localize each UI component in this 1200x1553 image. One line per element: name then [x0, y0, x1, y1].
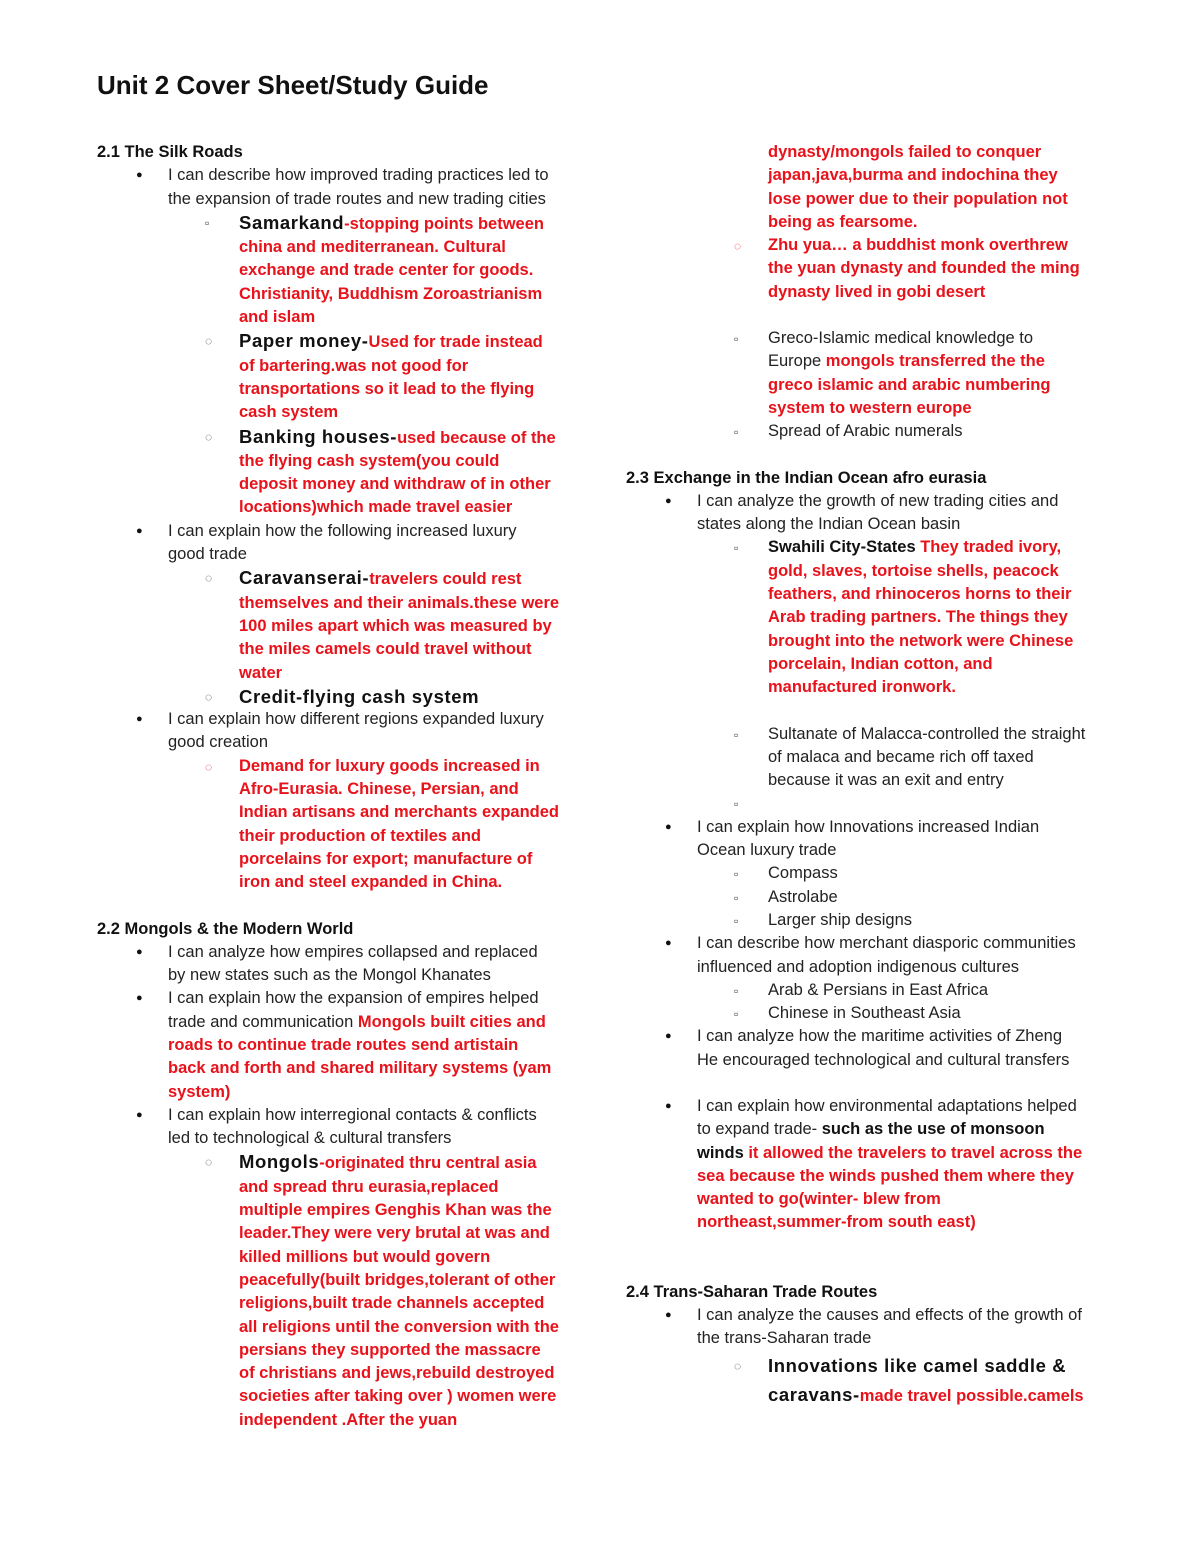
answer-text: of bartering.was not good for	[239, 356, 469, 375]
right-column	[626, 141, 1126, 1411]
objective-item: ● I can explain how the expansion of empires helped	[97, 987, 597, 1010]
answer-text: being as fearsome.	[768, 212, 918, 231]
sub-item-zhu-yuan: ◌ Zhu yua… a buddhist monk overthrew	[626, 234, 1126, 257]
answer-text: killed millions but would govern	[239, 1247, 491, 1266]
objective-item: ● I can explain how Innovations increased Indian	[626, 816, 1126, 839]
objective-item: ● I can explain how different regions expanded luxury	[97, 708, 597, 731]
bullet-icon: ●	[665, 494, 672, 507]
objective-item-cont: states along the Indian Ocean basin	[697, 515, 961, 534]
answer-text: roads to continue trade routes send artistain	[168, 1035, 519, 1054]
circle-bullet-icon: ◌	[205, 689, 213, 704]
sub-item-arabic-numerals: ▫ Spread of Arabic numerals	[626, 420, 1126, 443]
answer-text: and spread thru eurasia,replaced	[239, 1177, 499, 1196]
answer-text: japan,java,burma and indochina they	[768, 166, 1058, 185]
answer-text: the flying cash system(you could	[239, 451, 500, 470]
objective-item-cont: good trade	[168, 545, 247, 564]
sub-item-ships: ▫ Larger ship designs	[626, 909, 1126, 932]
answer-text: Arab trading partners. The things they	[768, 608, 1068, 627]
answer-text: of christians and jews,rebuild destroyed	[239, 1364, 555, 1383]
answer-text: system to western europe	[768, 398, 972, 417]
sub-item-empty	[626, 792, 1126, 815]
answer-text: sea because the winds pushed them where they	[697, 1166, 1074, 1185]
answer-text: manufactured ironwork.	[768, 678, 956, 697]
sub-item-innovations: ◌ Innovations like camel saddle &	[626, 1351, 1126, 1380]
sub-item-arab-persians: ▫ Arab & Persians in East Africa	[626, 979, 1126, 1002]
answer-text: of malaca and became rich off taxed	[768, 747, 1034, 766]
sub-item-chinese: ▫ Chinese in Southeast Asia	[626, 1002, 1126, 1025]
sub-item-banking-houses: ◌ Banking houses-used because of the	[97, 425, 597, 450]
objective-item-cont: trade and communication Mongols built cities and	[168, 1012, 546, 1031]
answer-text: back and forth and shared military systems (yam	[168, 1059, 552, 1078]
answer-text: all religions until the conversion with the	[239, 1317, 559, 1336]
sub-item-paper-money: ◌ Paper money-Used for trade instead	[97, 329, 597, 354]
objective-item: ● I can explain how interregional contacts & conflicts	[97, 1104, 597, 1127]
objective-item-cont: the trans-Saharan trade	[697, 1329, 872, 1348]
answer-text: exchange and trade center for goods.	[239, 261, 534, 280]
answer-text: themselves and their animals.these were	[239, 593, 560, 612]
answer-text: independent .After the yuan	[239, 1410, 458, 1429]
answer-text: china and mediterranean. Cultural	[239, 238, 506, 257]
answer-text: deposit money and withdraw of in other	[239, 475, 551, 494]
objective-item-cont: the expansion of trade routes and new trading cities	[168, 189, 546, 208]
bullet-icon: ●	[136, 1108, 143, 1121]
answer-text: cash system	[239, 403, 339, 422]
objective-item-cont: Ocean luxury trade	[697, 841, 837, 860]
sub-item-greco-islamic: ▫ Greco-Islamic medical knowledge to	[626, 327, 1126, 350]
objective-item: ● I can analyze the causes and effects of the growth of	[626, 1304, 1126, 1327]
bullet-icon: ●	[665, 1309, 672, 1322]
circle-bullet-icon: ◌	[205, 571, 213, 586]
square-bullet-icon: ▫	[734, 867, 739, 882]
circle-bullet-icon: ◌	[205, 1155, 213, 1170]
sub-item-credit: ◌ Credit-flying cash system	[97, 685, 597, 708]
sub-item-astrolabe: ▫ Astrolabe	[626, 886, 1126, 909]
answer-text: water	[239, 663, 283, 682]
square-bullet-icon: ▫	[734, 332, 739, 347]
objective-item: ● I can analyze how the maritime activities of Zheng	[626, 1025, 1126, 1048]
sub-item-demand: ◌ Demand for luxury goods increased in	[97, 755, 597, 778]
objective-item: ● I can explain how environmental adaptations helped	[626, 1095, 1126, 1118]
section-heading-2-2: 2.2 Mongols & the Modern World	[97, 919, 354, 938]
sub-item-caravanserai: ◌ Caravanserai-travelers could rest	[97, 566, 597, 591]
answer-text: religions,built trade channels accepted	[239, 1294, 545, 1313]
circle-bullet-icon: ◌	[205, 759, 213, 774]
bullet-icon: ●	[136, 945, 143, 958]
answer-text: feathers, and rhinoceros horns to their	[768, 585, 1072, 604]
answer-text: porcelains for export; manufacture of	[239, 849, 533, 868]
answer-text: Christianity, Buddhism Zoroastrianism	[239, 284, 543, 303]
answer-text: Afro-Eurasia. Chinese, Persian, and	[239, 780, 519, 799]
answer-text: wanted to go(winter- blew from	[697, 1190, 941, 1209]
square-bullet-icon: ▫	[734, 890, 739, 905]
square-bullet-icon: ▫	[205, 215, 210, 230]
sub-item-malacca: ▫ Sultanate of Malacca-controlled the straight	[626, 723, 1126, 746]
circle-bullet-icon: ◌	[734, 239, 742, 254]
objective-item: ● I can describe how improved trading practices led to	[97, 164, 597, 187]
answer-text: their production of textiles and	[239, 826, 482, 845]
sub-item-swahili: ▫ Swahili City-States They traded ivory,	[626, 536, 1126, 559]
answer-text: gold, slaves, tortoise shells, peacock	[768, 561, 1059, 580]
answer-text: caravans-made travel possible.camels	[768, 1383, 1084, 1405]
answer-text: the yuan dynasty and founded the ming	[768, 259, 1080, 278]
section-heading-2-3: 2.3 Exchange in the Indian Ocean afro eurasia	[626, 468, 987, 487]
answer-text: because it was an exit and entry	[768, 771, 1004, 790]
answer-text: winds it allowed the travelers to travel across the	[697, 1143, 1083, 1162]
answer-text: brought into the network were Chinese	[768, 631, 1074, 650]
bullet-icon: ●	[136, 524, 143, 537]
answer-text: locations)which made travel easier	[239, 498, 513, 517]
answer-text: northeast,summer-from south east)	[697, 1213, 976, 1232]
answer-text: 100 miles apart which was measured by	[239, 616, 552, 635]
objective-item-cont: He encouraged technological and cultural transfers	[697, 1050, 1070, 1069]
answer-text: the miles camels could travel without	[239, 640, 532, 659]
square-bullet-icon: ▫	[734, 425, 739, 440]
section-heading-2-4: 2.4 Trans-Saharan Trade Routes	[626, 1282, 878, 1301]
answer-text: Indian artisans and merchants expanded	[239, 803, 560, 822]
answer-text: porcelain, Indian cotton, and	[768, 654, 993, 673]
answer-text: persians they supported the massacre	[239, 1340, 541, 1359]
answer-text: iron and steel expanded in China.	[239, 873, 503, 892]
answer-text: dynasty/mongols failed to conquer	[768, 143, 1042, 161]
answer-text: societies after taking over ) women were	[239, 1387, 557, 1406]
answer-text: lose power due to their population not	[768, 189, 1068, 208]
objective-item-cont: to expand trade- such as the use of monsoon	[697, 1120, 1045, 1139]
bullet-icon: ●	[665, 1099, 672, 1112]
answer-text: multiple empires Genghis Khan was the	[239, 1201, 552, 1220]
objective-item: ● I can describe how merchant diasporic communities	[626, 932, 1126, 955]
objective-item-cont: led to technological & cultural transfers	[168, 1129, 452, 1148]
bullet-icon: ●	[665, 1030, 672, 1043]
square-bullet-icon: ▫	[734, 727, 739, 742]
sub-item-samarkand: ▫ Samarkand-stopping points between	[97, 211, 597, 236]
objective-item-cont: influenced and adoption indigenous cultures	[697, 957, 1019, 976]
answer-text: Europe mongols transferred the the	[768, 352, 1045, 371]
section-heading-2-1: 2.1 The Silk Roads	[97, 143, 243, 161]
answer-text: leader.They were very brutal at was and	[239, 1224, 550, 1243]
answer-text: system)	[168, 1082, 231, 1101]
answer-text: greco islamic and arabic numbering	[768, 375, 1051, 394]
square-bullet-icon: ▫	[734, 983, 739, 998]
square-bullet-icon: ▫	[734, 1007, 739, 1022]
bullet-icon: ●	[665, 820, 672, 833]
objective-item: ● I can analyze the growth of new trading cities and	[626, 490, 1126, 513]
circle-bullet-icon: ◌	[205, 334, 213, 349]
left-column	[97, 141, 597, 1432]
objective-item-cont: good creation	[168, 733, 268, 752]
bullet-icon: ●	[665, 937, 672, 950]
square-bullet-icon: ▫	[734, 541, 739, 556]
document-title: Unit 2 Cover Sheet/Study Guide	[97, 70, 489, 100]
answer-text: and islam	[239, 308, 316, 327]
objective-item: ● I can analyze how empires collapsed and replaced	[97, 941, 597, 964]
answer-text: dynasty lived in gobi desert	[768, 282, 986, 301]
sub-item-mongols: ◌ Mongols-originated thru central asia	[97, 1150, 597, 1175]
circle-bullet-icon: ◌	[734, 1358, 742, 1373]
answer-text: transportations so it lead to the flying	[239, 379, 535, 398]
objective-item-cont: by new states such as the Mongol Khanates	[168, 966, 491, 985]
bullet-icon: ●	[136, 992, 143, 1005]
bullet-icon: ●	[136, 169, 143, 182]
bullet-icon: ●	[136, 713, 143, 726]
objective-item: ● I can explain how the following increased luxury	[97, 520, 597, 543]
circle-bullet-icon: ◌	[205, 429, 213, 444]
answer-text: peacefully(built bridges,tolerant of other	[239, 1270, 556, 1289]
square-bullet-icon: ▫	[734, 913, 739, 928]
square-bullet-icon: ▫	[734, 797, 739, 812]
sub-item-compass: ▫ Compass	[626, 862, 1126, 885]
